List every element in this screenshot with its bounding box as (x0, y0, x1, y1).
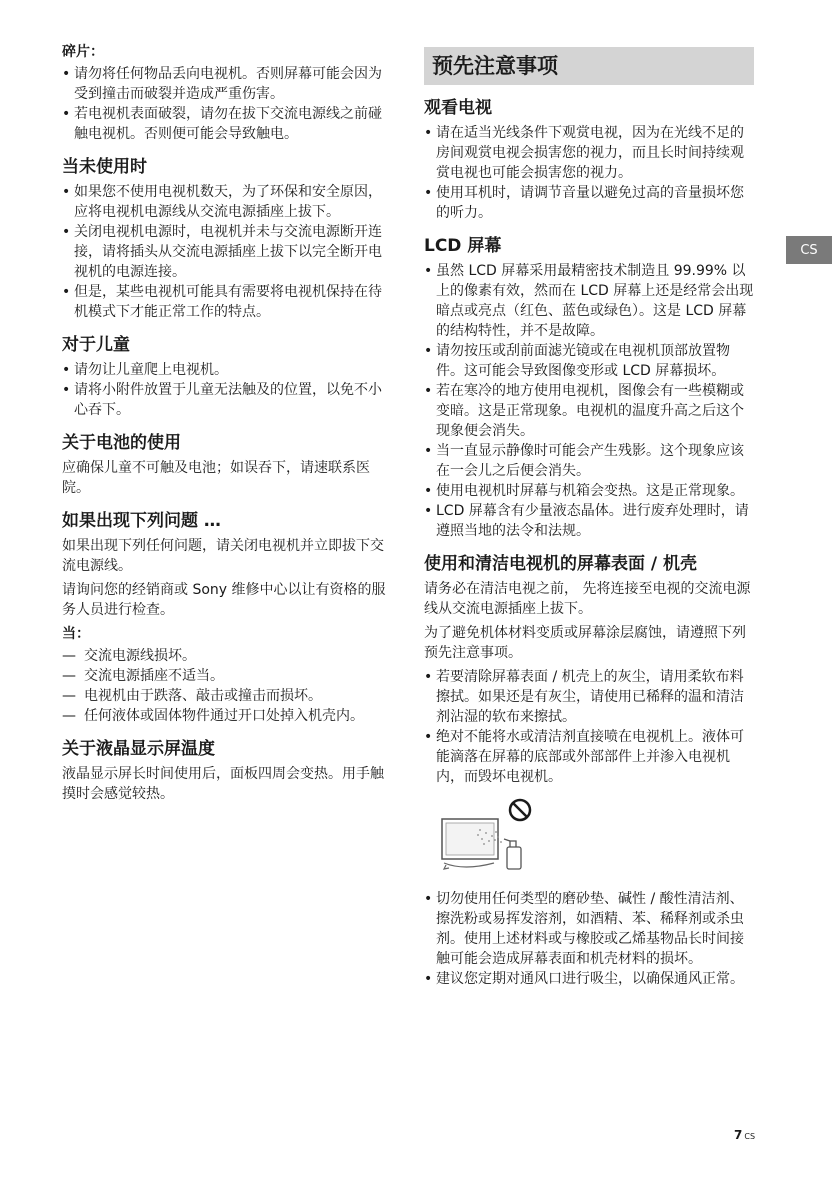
lcd-temp-heading: 关于液晶显示屏温度 (62, 739, 215, 759)
list-item: • LCD 屏幕含有少量液态晶体。进行废弃处理时，请遵照当地的法令和法规。 (424, 501, 754, 541)
list-item: • 请在适当光线条件下观赏电视，因为在光线不足的房间观赏电视会损害您的视力，而且长时间持续观赏电视也可能会损害您的视力。 (424, 123, 754, 183)
list-item: • 虽然 LCD 屏幕采用最精密技术制造且 99.99% 以上的像素有效，然而在 LCD 屏幕上还是经常会出现暗点或亮点（红色、蓝色或绿色）。这是 LCD 屏幕的结构特性，并不是故障。 (424, 261, 754, 341)
cleaning-list-2 (424, 889, 754, 989)
lcd-list (424, 261, 754, 541)
list-item: • 当一直显示静像时可能会产生残影。这个现象应该在一会儿之后便会消失。 (424, 441, 754, 481)
list-item: • 请将小附件放置于儿童无法触及的位置，以免不小心吞下。 (62, 380, 392, 420)
watching-list (424, 123, 754, 223)
problems-text-2: 请询问您的经销商或 Sony 维修中心以让有资格的服务人员进行检查。 (62, 582, 386, 618)
problems-list (62, 646, 392, 726)
problems-text-1: 如果出现下列任何问题，请关闭电视机并立即拔下交流电源线。 (62, 538, 384, 574)
when-label: 当： (62, 626, 90, 642)
debris-heading: 碎片： (62, 44, 104, 60)
list-item: • 请勿按压或刮前面滤光镜或在电视机顶部放置物件。这可能会导致图像变形或 LCD 屏幕损坏。 (424, 341, 754, 381)
list-item: • 但是，某些电视机可能具有需要将电视机保持在待机模式下才能正常工作的特点。 (62, 282, 392, 322)
list-item: — 交流电源插座不适当。 (62, 666, 392, 686)
list-item: • 关闭电视机电源时，电视机并未与交流电源断开连接，请将插头从交流电源插座上拔下以完全断开电视机的电源连接。 (62, 222, 392, 282)
list-item: • 若要清除屏幕表面 / 机壳上的灰尘，请用柔软布料擦拭。如果还是有灰尘，请使用已稀释的温和清洁剂沾湿的软布来擦拭。 (424, 667, 754, 727)
not-in-use-list (62, 182, 392, 322)
list-item: • 使用耳机时，请调节音量以避免过高的音量损坏您的听力。 (424, 183, 754, 223)
list-item: — 电视机由于跌落、敲击或撞击而损坏。 (62, 686, 392, 706)
list-item: • 切勿使用任何类型的磨砂垫、碱性 / 酸性清洁剂、擦洗粉或易挥发溶剂，如酒精、苯、稀释剂或杀虫剂。使用上述材料或与橡胶或乙烯基物品长时间接触可能会造成屏幕表面和机壳材料的损坏。 (424, 889, 754, 969)
language-tab: CS (786, 236, 832, 264)
list-item: — 交流电源线损坏。 (62, 646, 392, 666)
problems-heading: 如果出现下列问题 … (62, 511, 221, 531)
list-item: • 绝对不能将水或清洁剂直接喷在电视机上。液体可能滴落在屏幕的底部或外部部件上并渗入电视机内，而毁坏电视机。 (424, 727, 754, 787)
page-number (734, 1128, 755, 1142)
cleaning-heading: 使用和清洁电视机的屏幕表面 / 机壳 (424, 554, 698, 574)
lcd-temp-text: 液晶显示屏长时间使用后，面板四周会变热。用手触摸时会感觉较热。 (62, 766, 384, 802)
cleaning-list (424, 667, 754, 787)
page-number-value: 7 (734, 1128, 743, 1142)
page-title: 预先注意事项 (424, 47, 754, 85)
debris-list (62, 64, 392, 144)
not-in-use-heading: 当未使用时 (62, 157, 147, 177)
lcd-heading: LCD 屏幕 (424, 236, 502, 256)
debris-section (62, 42, 392, 144)
cleaning-text-1: 请务必在清洁电视之前， 先将连接至电视的交流电源线从交流电源插座上拔下。 (424, 581, 751, 617)
list-item: • 请勿让儿童爬上电视机。 (62, 360, 392, 380)
list-item: • 若电视机表面破裂，请勿在拔下交流电源线之前碰触电视机。否则便可能会导致触电。 (62, 104, 392, 144)
list-item: • 请勿将任何物品丢向电视机。否则屏幕可能会因为受到撞击而破裂并造成严重伤害。 (62, 64, 392, 104)
children-list (62, 360, 392, 420)
children-heading: 对于儿童 (62, 335, 130, 355)
no-spray-icon (434, 797, 534, 875)
list-item: • 如果您不使用电视机数天，为了环保和安全原因，应将电视机电源线从交流电源插座上拔下。 (62, 182, 392, 222)
list-item: • 若在寒冷的地方使用电视机，图像会有一些模糊或变暗。这是正常现象。电视机的温度升高之后这个现象便会消失。 (424, 381, 754, 441)
cleaning-text-2: 为了避免机体材料变质或屏幕涂层腐蚀，请遵照下列预先注意事项。 (424, 625, 746, 661)
list-item: • 建议您定期对通风口进行吸尘，以确保通风正常。 (424, 969, 754, 989)
batteries-heading: 关于电池的使用 (62, 433, 181, 453)
right-column (424, 40, 754, 991)
batteries-text: 应确保儿童不可触及电池；如误吞下，请速联系医院。 (62, 460, 370, 496)
no-spray-illustration (434, 797, 534, 875)
left-column (62, 40, 392, 808)
page-number-suffix: CS (744, 1132, 756, 1141)
list-item: • 使用电视机时屏幕与机箱会变热。这是正常现象。 (424, 481, 754, 501)
watching-heading: 观看电视 (424, 98, 492, 118)
list-item: — 任何液体或固体物件通过开口处掉入机壳内。 (62, 706, 392, 726)
